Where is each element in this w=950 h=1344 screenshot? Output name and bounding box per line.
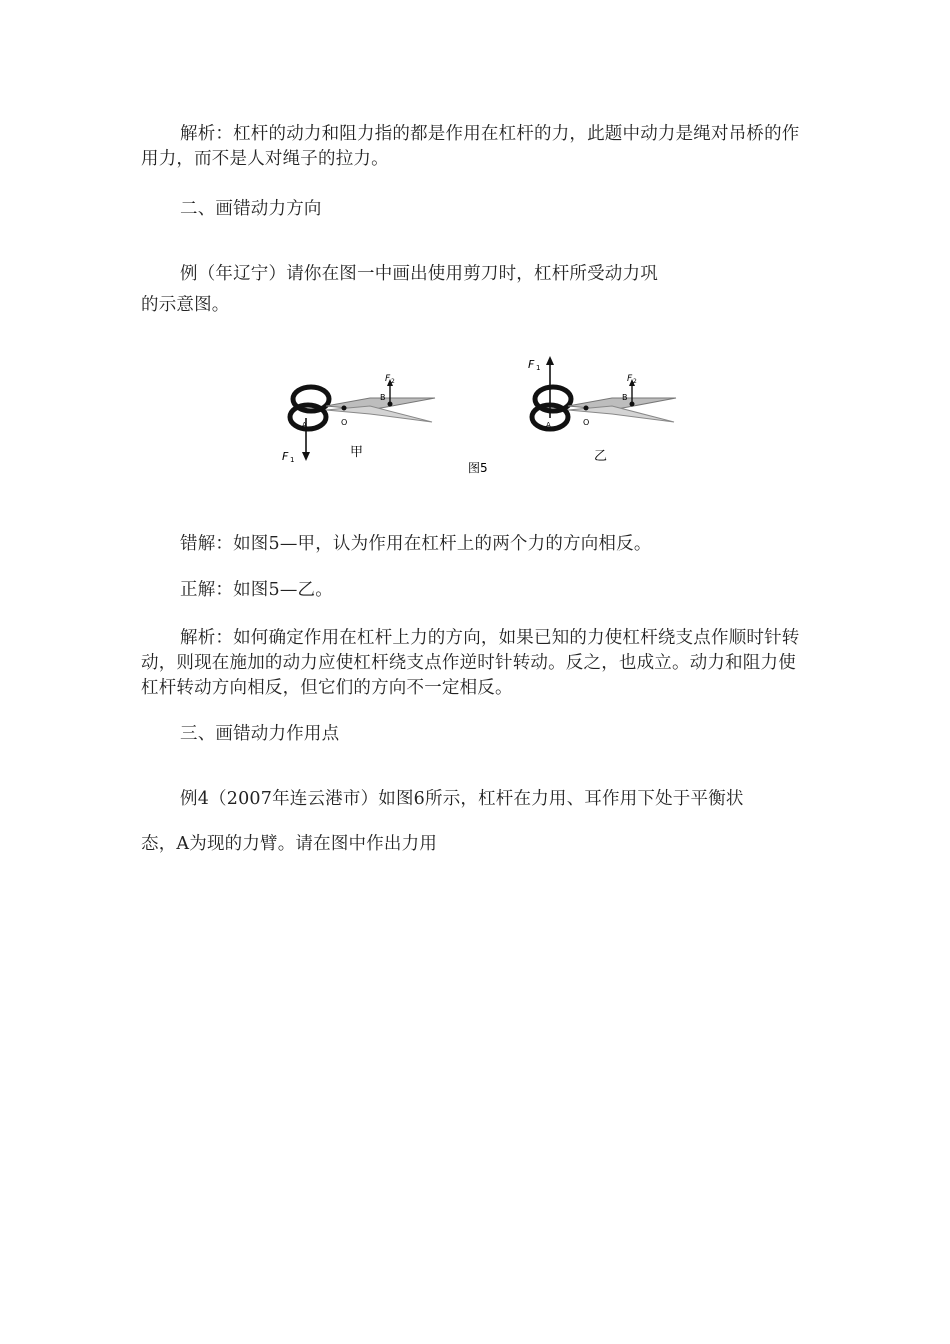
right-f2-subscript: 2: [633, 378, 637, 385]
label-jia: 甲: [350, 445, 364, 460]
example-4-line-1: 例4（2007年连云港市）如图6所示，杠杆在力用、耳作用下处于平衡状: [180, 789, 744, 809]
left-f2-subscript: 2: [391, 378, 395, 385]
right-f2-label: F: [627, 374, 633, 384]
right-point-a-label: A: [546, 421, 551, 429]
wrong-solution-paragraph: 错解：如图5—甲，认为作用在杠杆上的两个力的方向相反。: [180, 534, 652, 554]
example-4-line-2: 态，A为现的力臂。请在图中作出力用: [141, 834, 438, 854]
example-paragraph-line-1: 例（年辽宁）请你在图一中画出使用剪刀时，杠杆所受动力巩: [180, 264, 658, 284]
left-point-a-label: A: [302, 421, 307, 429]
analysis-paragraph-1: 解析：杠杆的动力和阻力指的都是作用在杠杆的力，此题中动力是绳对吊桥的作用力，而不是人对绳子的拉力。: [141, 124, 800, 169]
right-f1-subscript: 1: [536, 364, 541, 372]
left-f2-label: F: [385, 374, 391, 384]
label-yi: 乙: [594, 449, 608, 464]
left-point-o-label: O: [341, 418, 348, 427]
section-heading-2: 二、画错动力方向: [180, 199, 322, 219]
left-f1-subscript: 1: [290, 456, 295, 464]
scissors-right: [532, 356, 676, 429]
correct-solution-paragraph: 正解：如图5—乙。: [180, 580, 333, 600]
right-f1-label: F: [528, 358, 535, 371]
section-heading-3: 三、画错动力作用点: [180, 724, 340, 744]
example-paragraph-line-2: 的示意图。: [141, 295, 230, 315]
analysis-paragraph-2: 解析：如何确定作用在杠杆上力的方向，如果已知的力使杠杆绕支点作顺时针转动，则现在施加的动力应使杠杆绕支点作逆时针转动。反之，也成立。动力和阻力使杠杆转动方向相反，但它们的方向不一定相反。: [141, 628, 800, 698]
right-point-o-label: O: [583, 418, 590, 427]
left-point-b-label: B: [380, 393, 386, 402]
figure-caption: 图5: [468, 461, 488, 475]
figure-5-scissors: [270, 348, 690, 483]
left-f1-label: F: [282, 450, 289, 463]
right-point-b-label: B: [622, 393, 628, 402]
